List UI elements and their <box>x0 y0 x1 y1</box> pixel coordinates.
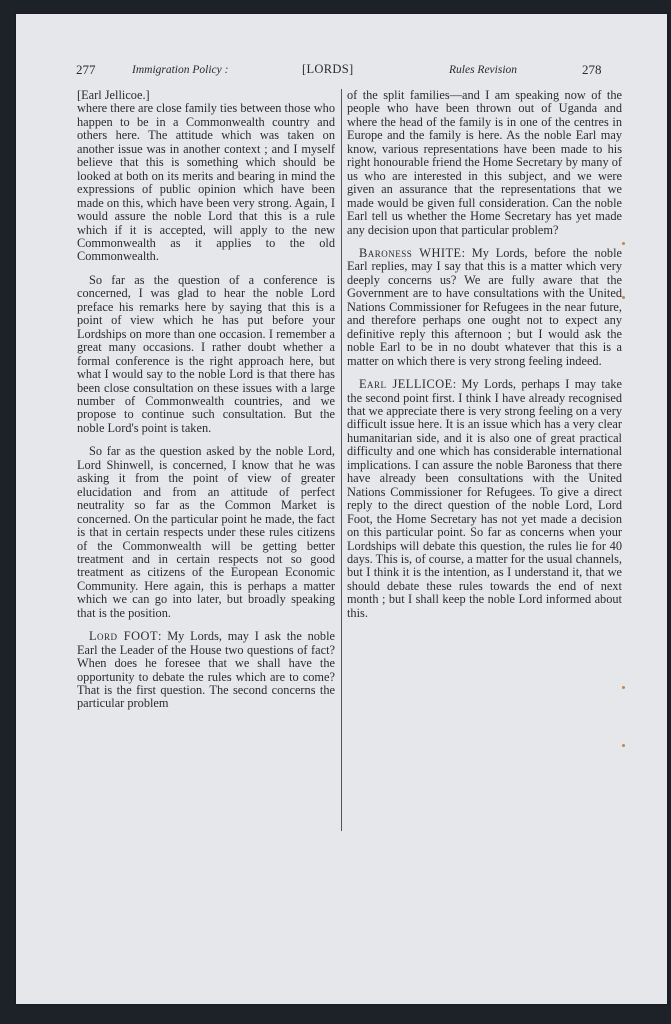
right-paragraph-1: of the split families—and I am speaking now of the people who have been thrown out of Uganda and where the head of the family is in one of the centres in Europe and the family is here. As the noble Earl may know, various representations have been made to his right honourable friend the Home Secretary by many of us who are interested in this subject, and we were given an assurance that the representations that we made would be given full consideration. Can the noble Earl tell us whether the Home Secretary has yet made any decision upon that particular problem? <box>347 88 622 237</box>
speech-text: : My Lords, before the noble Earl replies, may I say that this is a matter which very deeply concerns us? We are fully aware that the Government are to have consultations with the United Nations Commissioner for Refugees in the near future, and therefore perhaps one ought not to expect any definitive reply this afternoon ; but I would ask the noble Earl to be in no doubt whatever that this is a matter on which there is very strong feeling indeed. <box>347 245 622 368</box>
right-page-number: 278 <box>582 62 602 77</box>
left-paragraph-3: So far as the question asked by the noble Lord, Lord Shinwell, is concerned, I know that he was asking it from the point of view of greater elucidation and from an attitude of perfect neutrality so far as the Common Market is concerned. On the particular point he made, the fact is that in certain respects under these rules citizens of the Commonwealth will be getting better treatment and in certain respects not so good treatment as citizens of the European Economic Community. Here again, this is perhaps a matter which we can go into later, but broadly speaking that is the position. <box>77 444 335 620</box>
house-heading: [LORDS] <box>302 62 354 76</box>
column-divider <box>341 89 342 831</box>
speaker-name: Lord FOOT <box>89 629 159 644</box>
document-page <box>16 14 667 1004</box>
margin-mark <box>622 744 625 747</box>
left-paragraph-4 <box>77 630 335 711</box>
left-page-number: 277 <box>76 62 96 77</box>
margin-mark <box>622 686 625 689</box>
page-header <box>76 62 626 84</box>
right-paragraph-2 <box>347 247 622 368</box>
right-paragraph-3 <box>347 378 622 620</box>
left-running-title: Immigration Policy : <box>132 64 229 76</box>
left-paragraph-1: where there are close family ties between those who happen to be in a Commonwealth country and others here. The attitude which was taken on another issue was in another context ; and I myself believe that this is something which should be looked at both on its merits and bearing in mind the expressions of public opinion which have been made on this, which have been very strong. Again, I would assure the noble Lord that this is a rule which if it is accepted, will apply to the new Commonwealth as it applies to the old Commonwealth. <box>77 101 335 264</box>
right-column <box>347 89 622 630</box>
speaker-continuation-label: [Earl Jellicoe.] <box>77 88 150 102</box>
speech-text: : My Lords, may I ask the noble Earl the Leader of the House two questions of fact? When does he foresee that we shall have the opportunity to debate the rules which are to come? That is the first question. The second concerns the particular problem <box>77 629 335 711</box>
margin-mark <box>622 296 625 299</box>
right-running-title: Rules Revision <box>449 64 518 76</box>
left-column <box>77 89 335 721</box>
margin-mark <box>622 242 625 245</box>
speaker-name: Baroness WHITE <box>359 245 462 260</box>
speaker-name: Earl JELLICOE <box>359 377 453 392</box>
left-paragraph-2: So far as the question of a conference is concerned, I was glad to hear the noble Lord preface his remarks here by saying that this is a point of view which he has put before your Lordships on more than one occasion. I remember a great many occasions. I rather doubt whether a formal conference is the right approach here, but what I would say to the noble Lord is that there has been close consultation on these issues with a large number of Commonwealth countries, and we propose to continue such consultation. But the noble Lord's point is taken. <box>77 272 335 435</box>
speech-text: : My Lords, perhaps I may take the second point first. I think I have already recognised that we appreciate there is very strong feeling on a very difficult issue here. It is an issue which has a very clear humanitarian side, and it is also one of great practical difficulty and one which has considerable international implications. I can assure the noble Baroness that there have already been consultations with the United Nations Commissioner for Refugees. To give a direct reply to the direct question of the noble Lord, Lord Foot, the Home Secretary has not yet made a decision on this particular point. So far as concerns when your Lordships will debate this question, the rules lie for 40 days. This is, of course, a matter for the usual channels, but I think it is the intention, as I understand it, that we should debate these rules towards the end of next month ; but I shall keep the noble Lord informed about this. <box>347 377 622 620</box>
